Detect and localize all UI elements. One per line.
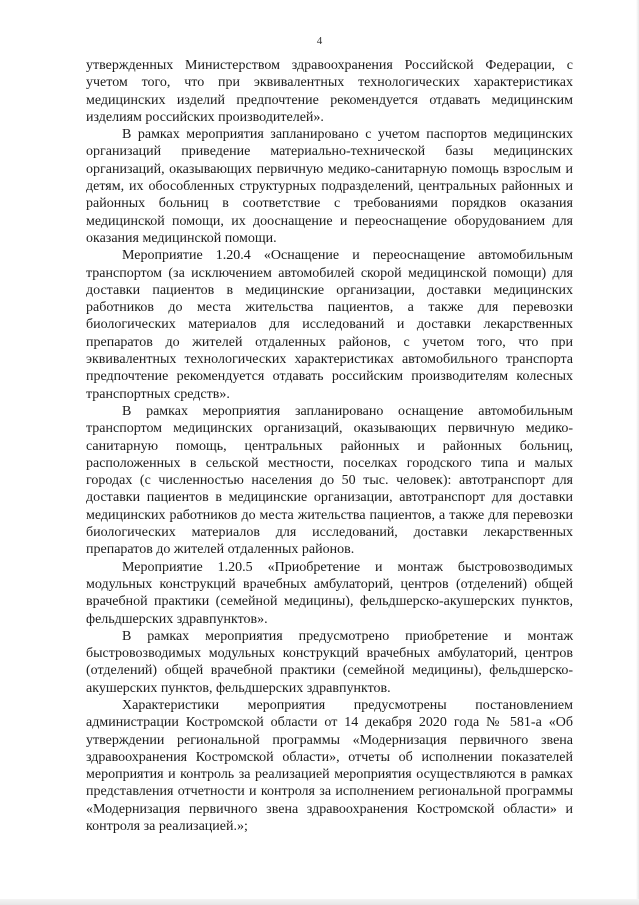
paragraph-transport-plan: В рамках мероприятия запланировано оснащение автомобильным транспортом медицинских организаций, оказывающих первичную медико-санитарную помощь, центральных районных и районных больниц, расположенных в сельской местности, поселках городского типа и малых городах (с численностью населения до 50 тыс. человек): автотранспорт для доставки пациентов в медицинские организации, автотранспорт для доставки медицинских работников до места жительства пациентов, а также для перевозки биологических материалов для исследований, доставки лекарственных препаратов до жителей отдаленных районов. [86,403,573,558]
page-number: 4 [316,35,323,47]
paragraph-continuation: утвержденных Министерством здравоохранения Российской Федерации, с учетом того, что при эквивалентных технологических характеристиках медицинских изделий предпочтение рекомендуется отдавать медицинским изделиям российских производителей». [86,58,573,125]
document-body [86,57,573,835]
page-bottom-edge [0,899,639,905]
paragraph-equipment-plan: В рамках мероприятия запланировано с учетом паспортов медицинских организаций приведение материально-технической базы медицинских организаций, оказывающих первичную медико-санитарную помощь взрослым и детям, их обособленных структурных подразделений, центральных районных и районных больниц в соответствие с требованиями порядков оказания медицинской помощи, их дооснащение и переоснащение оборудованием для оказания медицинской помощи. [86,127,573,246]
paragraph-modular-plan: В рамках мероприятия предусмотрено приобретение и монтаж быстровозводимых модульных конструкций врачебных амбулаторий, центров (отделений) общей врачебной практики (семейной медицины), фельдшерско-акушерских пунктов, фельдшерских здравпунктов. [86,628,573,696]
paragraph-characteristics: Характеристики мероприятия предусмотрены постановлением администрации Костромской области от 14 декабря 2020 года № 581-а «Об утверждении региональной программы «Модернизация первичного звена здравоохранения Костромской области», отчеты об исполнении показателей мероприятия и контроль за реализацией мероприятия осуществляются в рамках представления отчетности и контроля за исполнением региональной программы «Модернизация первичного звена здравоохранения Костромской области» и контроля за реализацией.»; [86,697,573,835]
paragraph-measure-1-20-5: Мероприятие 1.20.5 «Приобретение и монтаж быстровозводимых модульных конструкций врачебных амбулаторий, центров (отделений) общей врачебной практики (семейной медицины), фельдшерско-акушерских пунктов, фельдшерских здравпунктов». [86,559,573,627]
paragraph-measure-1-20-4: Мероприятие 1.20.4 «Оснащение и переоснащение автомобильным транспортом (за исключением автомобилей скорой медицинской помощи) для доставки пациентов в медицинские организации, доставки медицинских работников до места жительства пациентов, а также для перевозки биологических материалов для исследований и доставки лекарственных препаратов до жителей отдаленных районов, с учетом того, что при эквивалентных технологических характеристиках автомобильного транспорта предпочтение рекомендуется отдавать российским производителям колесных транспортных средств». [86,248,573,402]
